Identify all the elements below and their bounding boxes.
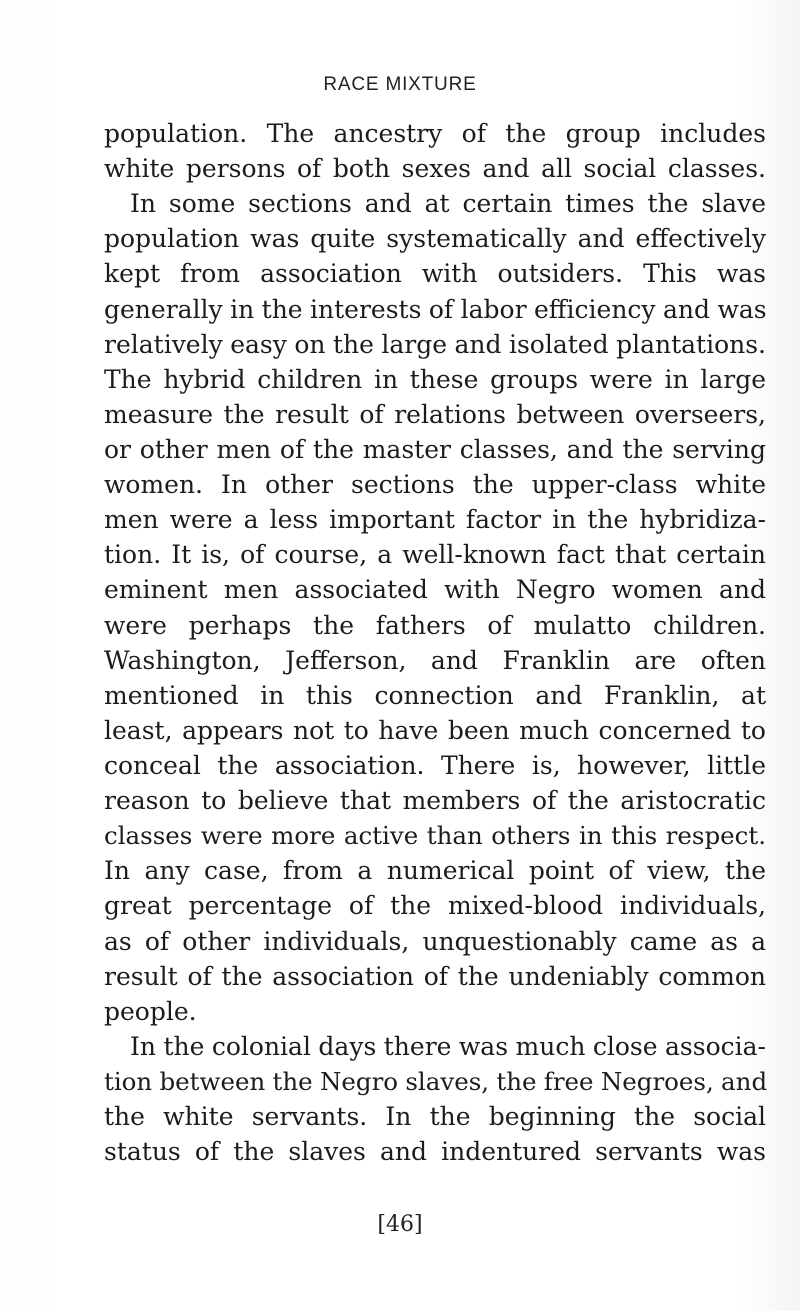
text-line: eminent men associated with Negro women and bbox=[104, 575, 766, 605]
page-number: [46] bbox=[377, 1212, 423, 1237]
paragraph-start-line: In some sections and at certain times the slave bbox=[130, 189, 766, 219]
text-line: or other men of the master classes, and the serving bbox=[104, 434, 766, 464]
text-line: men were a less important factor in the hybridiza- bbox=[104, 505, 766, 535]
text-line: The hybrid children in these groups were in large bbox=[104, 364, 766, 394]
text-line: Washington, Jefferson, and Franklin are often bbox=[104, 645, 766, 675]
text-line: as of other individuals, unquestionably came as a bbox=[104, 926, 766, 956]
text-line: tion between the Negro slaves, the free Negroes, and bbox=[104, 1066, 768, 1096]
paragraph-end-line: people. bbox=[104, 996, 197, 1026]
text-line: white persons of both sexes and all social classes. bbox=[104, 154, 766, 184]
paragraph-start-line: In the colonial days there was much close associa- bbox=[130, 1031, 766, 1061]
text-line: classes were more active than others in this respect. bbox=[104, 821, 766, 851]
text-line: the white servants. In the beginning the social bbox=[104, 1102, 766, 1132]
text-line: reason to believe that members of the aristocratic bbox=[104, 786, 766, 816]
text-line: population was quite systematically and effectively bbox=[104, 224, 766, 254]
running-title: RACE MIXTURE bbox=[323, 74, 477, 95]
text-line: tion. It is, of course, a well-known fact that certain bbox=[104, 540, 766, 570]
text-line: were perhaps the fathers of mulatto children. bbox=[104, 610, 766, 640]
text-line: population. The ancestry of the group includes bbox=[104, 119, 766, 148]
text-line: In any case, from a numerical point of view, the bbox=[104, 856, 766, 886]
text-line: conceal the association. There is, however, little bbox=[104, 750, 766, 780]
text-line: great percentage of the mixed-blood individuals, bbox=[104, 891, 766, 921]
text-line: kept from association with outsiders. This was bbox=[104, 259, 766, 289]
text-line: relatively easy on the large and isolated plantations. bbox=[104, 329, 766, 359]
text-line: least, appears not to have been much concerned to bbox=[104, 715, 766, 745]
text-line: measure the result of relations between overseers, bbox=[104, 399, 766, 429]
text-line: status of the slaves and indentured servants was bbox=[104, 1137, 766, 1167]
text-line: mentioned in this connection and Franklin, at bbox=[104, 680, 766, 710]
text-line: women. In other sections the upper-class white bbox=[104, 470, 766, 500]
body-text bbox=[104, 116, 766, 1169]
text-line: generally in the interests of labor efficiency and was bbox=[104, 294, 767, 324]
text-line: result of the association of the undeniably common bbox=[104, 961, 766, 991]
